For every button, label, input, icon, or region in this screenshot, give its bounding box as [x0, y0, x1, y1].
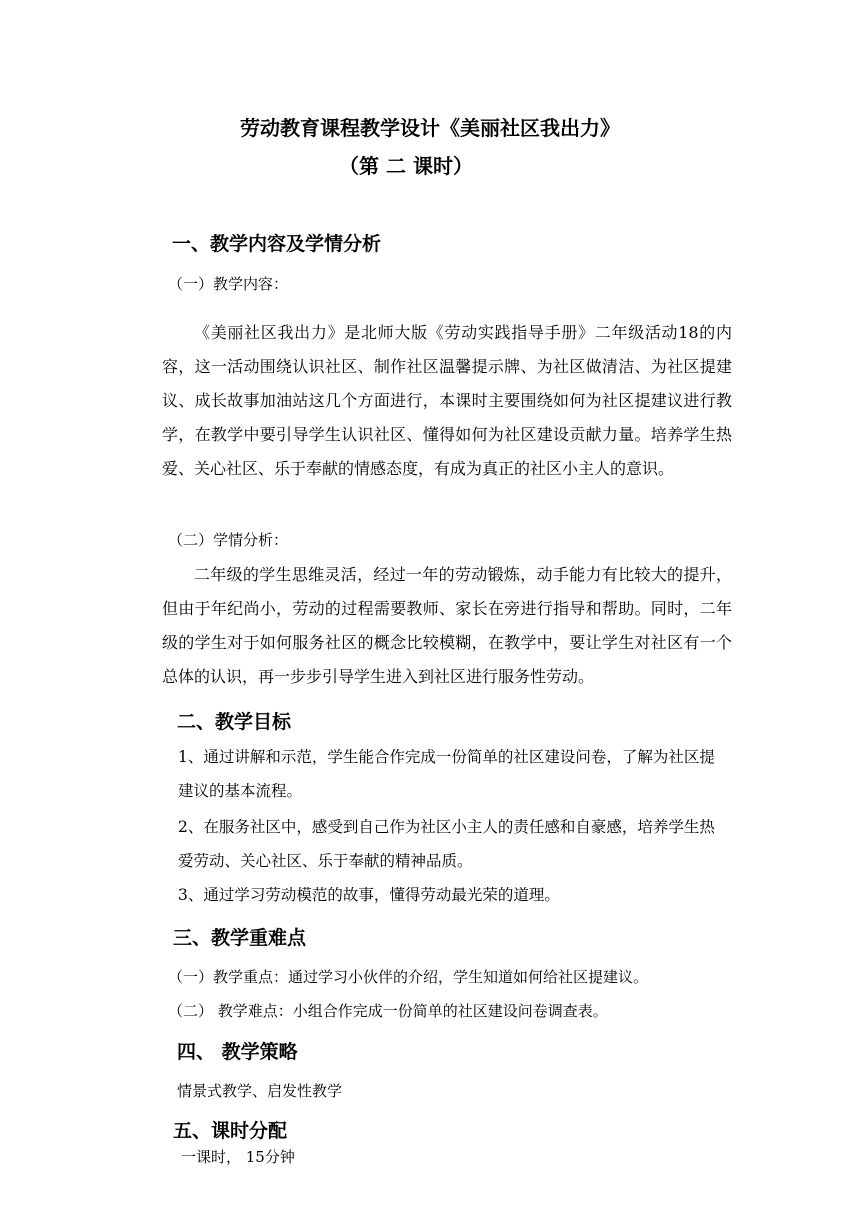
key-point-line: （一）教学重点：通过学习小伙伴的介绍，学生知道如何给社区提建议。 [168, 968, 649, 986]
content-label: （一）教学内容： [168, 275, 289, 293]
objective-item-2: 2、在服务社区中，感受到自己作为社区小主人的责任感和自豪感，培养学生热爱劳动、关心社区、乐于奉献的精神品质。 [178, 818, 715, 870]
analysis-paragraph: 二年级的学生思维灵活，经过一年的劳动锻炼，动手能力有比较大的提升，但由于年纪尚小，劳动的过程需要教师、家长在旁进行指导和帮助。同时，二年级的学生对于如何服务社区的概念比较模糊，在教学中，要让学生对社区有一个总体的认识，再一步步引导学生进入到社区进行服务性劳动。 [162, 565, 732, 686]
document-subtitle: （第 二 课时） [339, 154, 473, 178]
analysis-label: （二）学情分析： [168, 531, 289, 549]
section-heading-objectives: 二、教学目标 [177, 711, 292, 733]
schedule-text: 一课时， 15分钟 [181, 1148, 295, 1166]
objective-item-3: 3、通过学习劳动模范的故事，懂得劳动最光荣的道理。 [178, 886, 560, 904]
section-heading-strategy: 四、 教学策略 [177, 1041, 298, 1063]
strategy-text: 情景式教学、启发性教学 [177, 1082, 343, 1100]
section-heading-schedule: 五、课时分配 [173, 1120, 288, 1142]
objective-item-1: 1、通过讲解和示范，学生能合作完成一份简单的社区建设问卷，了解为社区提建议的基本流程。 [178, 748, 715, 800]
difficult-point-line: （二） 教学难点：小组合作完成一份简单的社区建设问卷调查表。 [168, 1002, 608, 1020]
section-heading-content-analysis: 一、教学内容及学情分析 [172, 233, 382, 255]
content-paragraph: 《美丽社区我出力》是北师大版《劳动实践指导手册》二年级活动18的内容，这一活动围绕认识社区、制作社区温馨提示牌、为社区做清洁、为社区提建议、成长故事加油站这几个方面进行，本课时主要围绕如何为社区提建议进行教学，在教学中要引导学生认识社区、懂得如何为社区建设贡献力量。培养学生热爱、关心社区、乐于奉献的情感态度，有成为真正的社区小主人的意识。 [162, 323, 732, 478]
document-title: 劳动教育课程教学设计《美丽社区我出力》 [240, 116, 620, 140]
section-heading-key-points: 三、教学重难点 [173, 927, 307, 949]
